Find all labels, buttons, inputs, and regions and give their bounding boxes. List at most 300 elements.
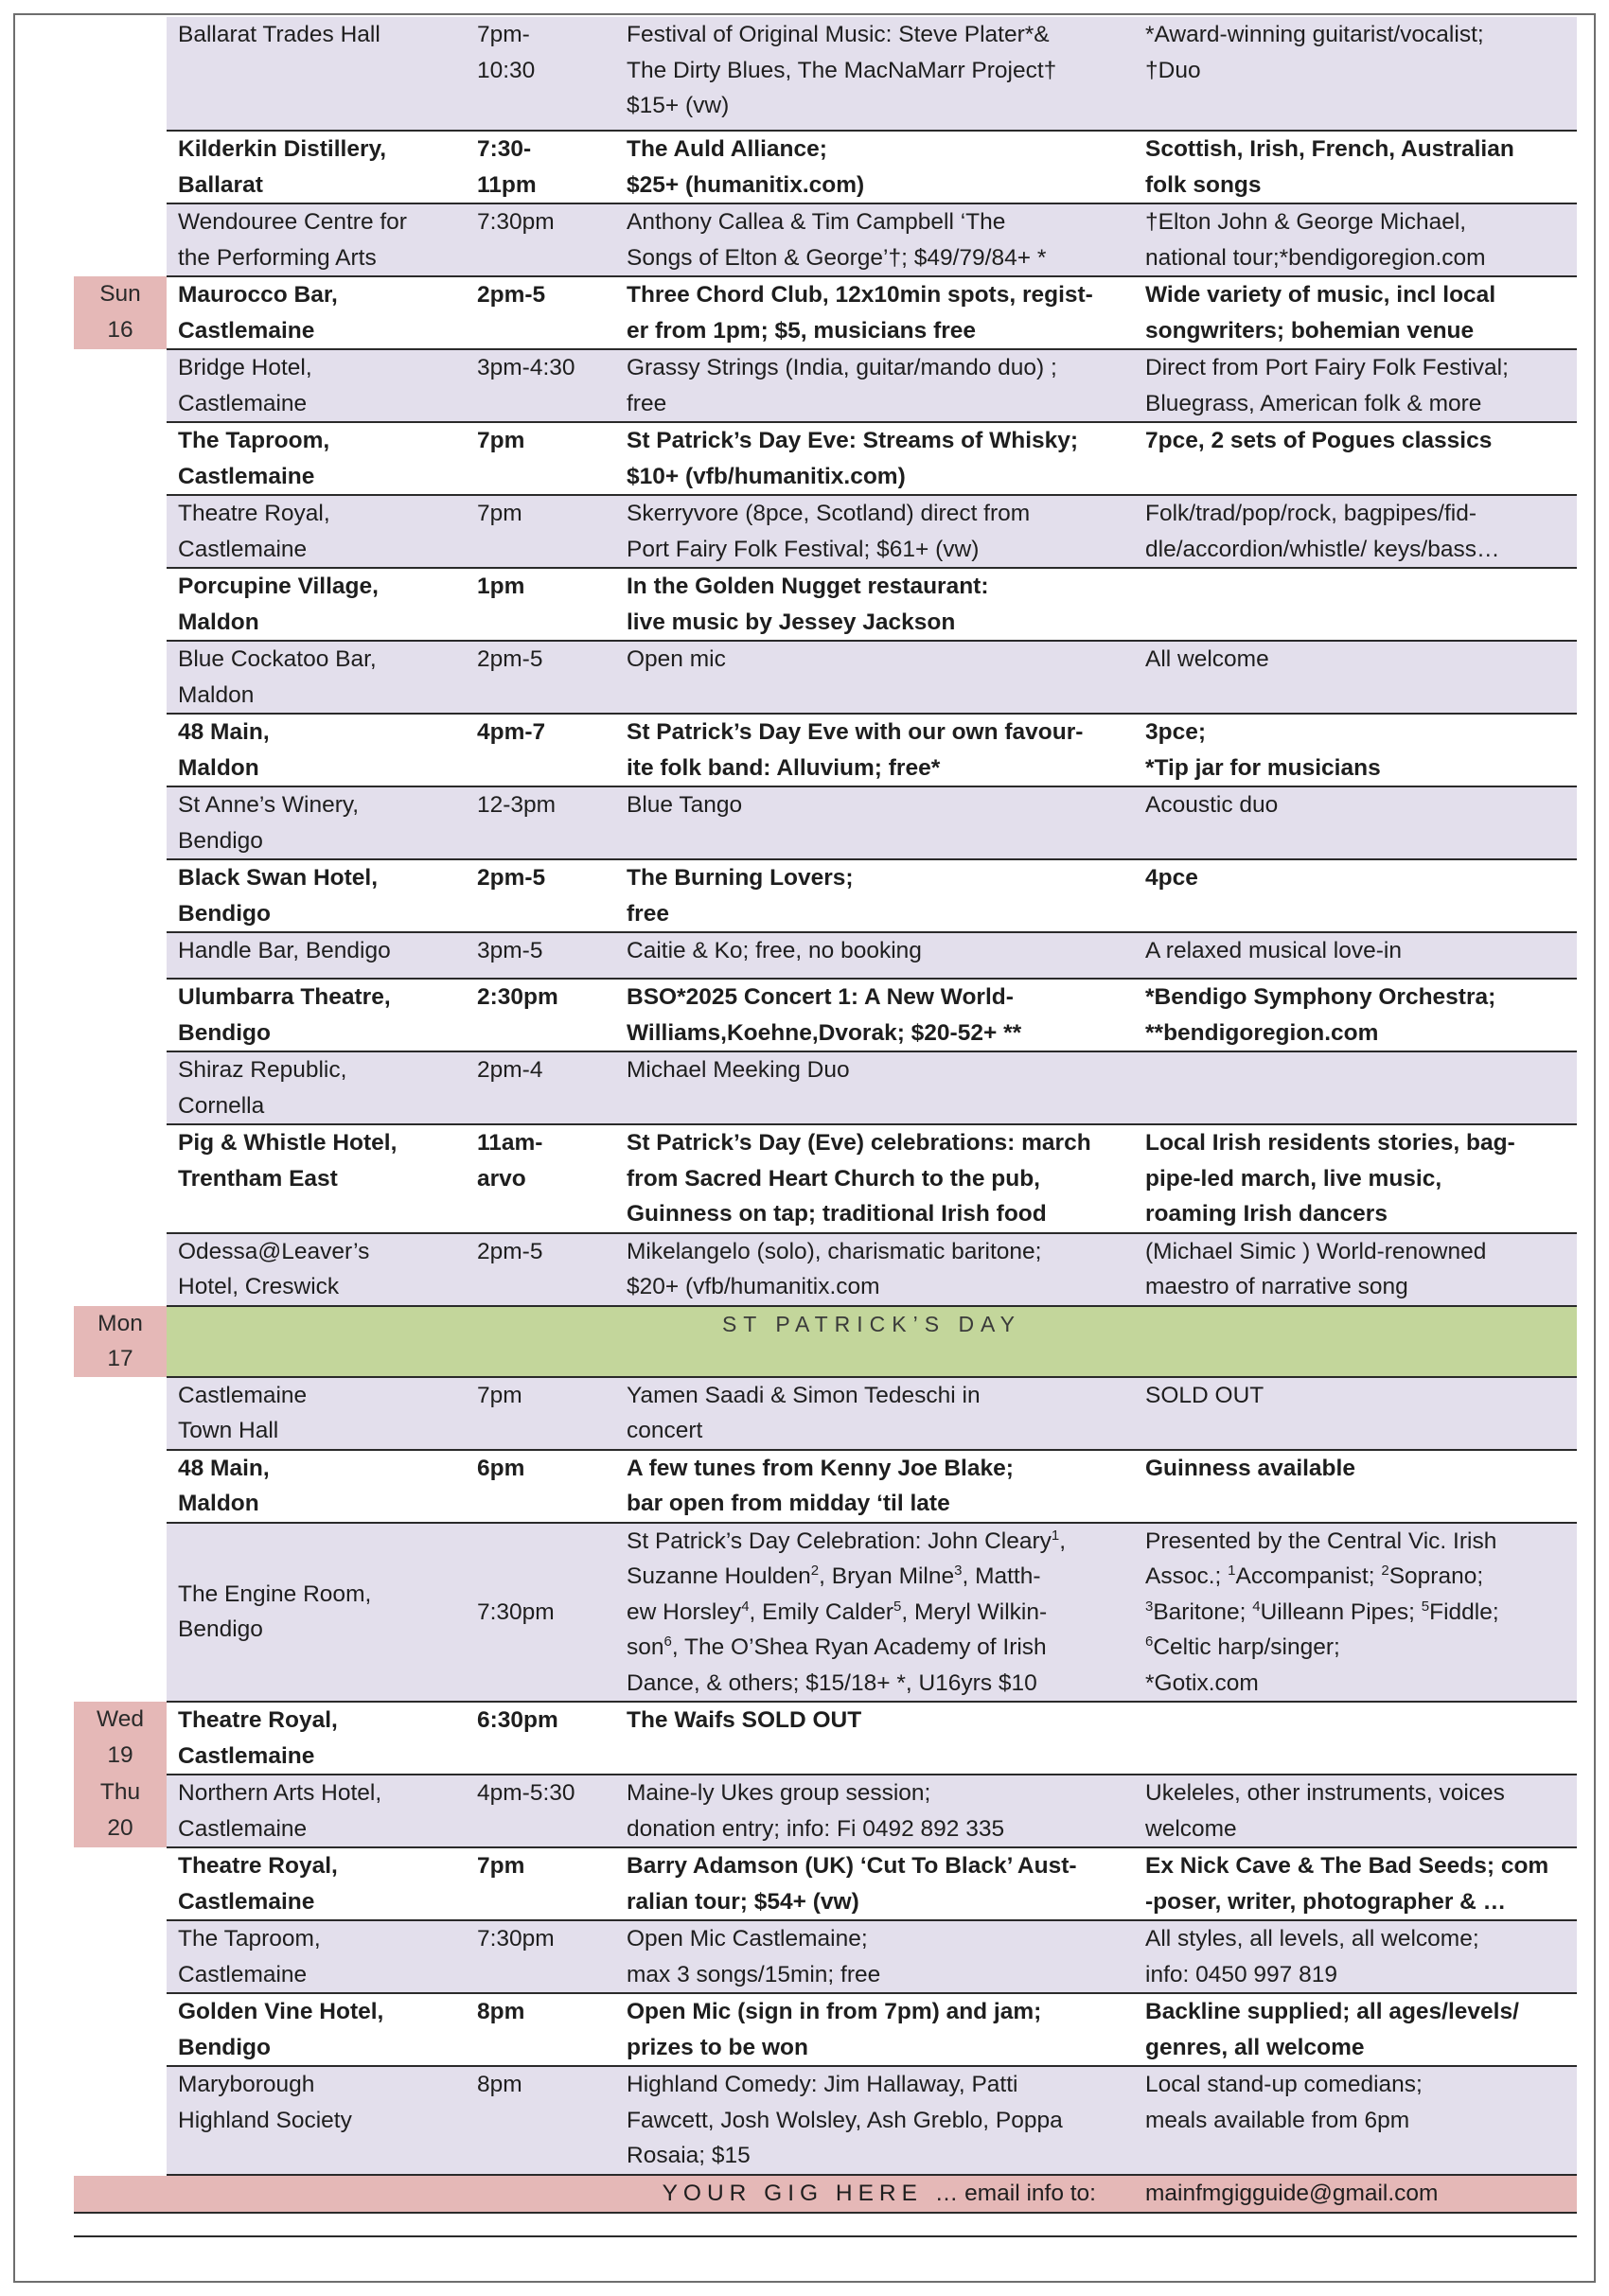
text-line: Maldon	[178, 609, 259, 635]
text-line: Suzanne Houlden$^2$, Bryan Milne$^3$, Matth-	[627, 1562, 1041, 1589]
text-line: St Patrick’s Day Eve: Streams of Whisky;	[627, 428, 1079, 453]
text-line: son$^6$, The O’Shea Ryan Academy of Irish	[627, 1633, 1047, 1660]
event-cell	[615, 1523, 1134, 1703]
notes-cell	[1134, 1450, 1577, 1523]
text-line: Cornella	[178, 1092, 265, 1119]
text-line: maestro of narrative song	[1145, 1274, 1408, 1299]
text-line: Backline supplied; all ages/levels/	[1145, 1999, 1519, 2024]
text-line: Williams,Koehne,Dvorak; $20-52+ **	[627, 1019, 1022, 1046]
text-line: Ulumbarra Theatre,	[178, 984, 391, 1010]
text-line: Guinness on tap; traditional Irish food	[627, 1201, 1047, 1227]
venue-cell	[167, 1847, 466, 1920]
text-line: Bendigo	[178, 1019, 271, 1046]
text-line: Mikelangelo (solo), charismatic baritone;	[627, 1238, 1042, 1264]
notes-cell	[1134, 859, 1577, 932]
notes-cell	[1134, 641, 1577, 714]
day-cell	[74, 568, 167, 641]
text-line: Hotel, Creswick	[178, 1274, 340, 1299]
day-cell	[74, 203, 167, 276]
notes-cell	[1134, 131, 1577, 203]
notes-cell	[1134, 422, 1577, 495]
text-line: BSO*2025 Concert 1: A New World-	[627, 984, 1014, 1010]
text-line: 16	[107, 316, 133, 343]
text-line: 7:30-	[477, 136, 532, 162]
notes-cell	[1134, 1523, 1577, 1703]
text-line: All welcome	[1145, 646, 1269, 672]
event-cell	[615, 1051, 1134, 1124]
text-line: 2pm-5	[477, 865, 546, 891]
gig-row	[74, 422, 1577, 495]
notes-cell	[1134, 979, 1577, 1051]
day-cell	[74, 932, 167, 979]
text-line: -poser, writer, photographer & …	[1145, 1888, 1507, 1915]
text-line: Bluegrass, American folk & more	[1145, 390, 1482, 416]
text-line: Bendigo	[178, 1616, 263, 1643]
time-cell	[466, 641, 615, 714]
text-line: †Elton John & George Michael,	[1145, 209, 1467, 235]
text-line: 7pm	[477, 1382, 522, 1408]
text-line: The Auld Alliance;	[627, 136, 827, 162]
gig-row	[74, 2066, 1577, 2175]
time-cell	[466, 422, 615, 495]
text-line: The Waifs SOLD OUT	[627, 1707, 862, 1733]
text-line: Ballarat	[178, 171, 263, 198]
notes-cell	[1134, 1702, 1577, 1775]
text-line: Skerryvore (8pce, Scotland) direct from	[627, 501, 1031, 526]
text-line: 7pm	[477, 1853, 525, 1879]
text-line: Highland Society	[178, 2107, 352, 2133]
text-line: 7pce, 2 sets of Pogues classics	[1145, 428, 1493, 453]
text-line: 2:30pm	[477, 984, 558, 1010]
notes-cell	[1134, 203, 1577, 276]
day-cell	[74, 1847, 167, 1920]
text-line: $25+ (humanitix.com)	[627, 171, 865, 198]
event-cell	[615, 17, 1134, 131]
contact-email[interactable]: mainfmgigguide@gmail.com	[1134, 2175, 1577, 2213]
time-cell	[466, 932, 615, 979]
text-line: Shiraz Republic,	[178, 1057, 347, 1083]
text-line: 7:30pm	[477, 1926, 555, 1952]
text-line: *Award-winning guitarist/vocalist;	[1145, 22, 1484, 47]
notes-cell	[1134, 1051, 1577, 1124]
time-cell	[466, 1847, 615, 1920]
notes-cell	[1134, 714, 1577, 786]
event-cell	[615, 1993, 1134, 2066]
text-line: Maryborough	[178, 2072, 315, 2097]
text-line: roaming Irish dancers	[1145, 1201, 1388, 1227]
text-line: free	[627, 900, 669, 927]
text-line: $^6$Celtic harp/singer;	[1145, 1633, 1340, 1660]
text-line: Bridge Hotel,	[178, 355, 312, 380]
day-cell	[74, 349, 167, 422]
text-line: Castlemaine	[178, 1961, 308, 1987]
text-line: 48 Main,	[178, 719, 270, 745]
time-cell	[466, 1993, 615, 2066]
text-line: Thu	[99, 1779, 141, 1805]
time-cell	[466, 859, 615, 932]
gig-row	[74, 714, 1577, 786]
gig-row	[74, 1847, 1577, 1920]
time-cell	[466, 495, 615, 568]
venue-cell	[167, 131, 466, 203]
event-cell	[615, 979, 1134, 1051]
text-line: Theatre Royal,	[178, 1707, 338, 1733]
text-line: Guinness available	[1145, 1455, 1355, 1481]
gig-row	[74, 276, 1577, 349]
notes-cell	[1134, 495, 1577, 568]
text-line: 2pm-4	[477, 1057, 543, 1083]
venue-cell	[167, 1702, 466, 1775]
text-line: Open Mic (sign in from 7pm) and jam;	[627, 1999, 1042, 2024]
text-line: 2pm-5	[477, 282, 546, 308]
text-line: Maine-ly Ukes group session;	[627, 1780, 931, 1806]
text-line: ew Horsley$^4$, Emily Calder$^5$, Meryl Wilkin-	[627, 1598, 1048, 1625]
day-cell	[74, 2066, 167, 2175]
gig-row	[74, 1124, 1577, 1233]
text-line: Ex Nick Cave & The Bad Seeds; com	[1145, 1853, 1549, 1879]
time-cell	[466, 1920, 615, 1993]
text-line: Michael Meeking Duo	[627, 1057, 850, 1083]
day-cell	[74, 276, 167, 349]
event-cell	[615, 349, 1134, 422]
notes-cell	[1134, 2066, 1577, 2175]
text-line: from Sacred Heart Church to the pub,	[627, 1165, 1040, 1192]
day-cell	[74, 1306, 167, 1377]
day-cell	[74, 1233, 167, 1306]
text-line: Yamen Saadi & Simon Tedeschi in	[627, 1382, 981, 1408]
gig-row	[74, 203, 1577, 276]
text-line: songwriters; bohemian venue	[1145, 317, 1475, 344]
text-line: 6:30pm	[477, 1707, 558, 1733]
text-line: 7pm	[477, 501, 522, 526]
event-cell	[615, 1377, 1134, 1450]
venue-cell	[167, 932, 466, 979]
text-line: Blue Cockatoo Bar,	[178, 646, 377, 672]
text-line: 11am-	[477, 1130, 543, 1156]
venue-cell	[167, 349, 466, 422]
text-line: Theatre Royal,	[178, 1853, 338, 1879]
gig-row	[74, 786, 1577, 859]
text-line: Local Irish residents stories, bag-	[1145, 1130, 1515, 1156]
time-cell	[466, 17, 615, 131]
time-cell	[466, 1450, 615, 1523]
gig-guide-table	[74, 17, 1577, 2214]
venue-cell	[167, 2066, 466, 2175]
time-cell	[466, 714, 615, 786]
text-line: Blue Tango	[627, 792, 743, 818]
time-cell	[466, 979, 615, 1051]
day-cell	[74, 1702, 167, 1775]
text-line: (Michael Simic ) World-renowned	[1145, 1238, 1487, 1264]
text-line: 2pm-5	[477, 1238, 543, 1264]
text-line: Wide variety of music, incl local	[1145, 282, 1496, 308]
text-line: Ukeleles, other instruments, voices	[1145, 1780, 1505, 1806]
text-line: pipe-led march, live music,	[1145, 1165, 1442, 1192]
footer-cta	[74, 2175, 1134, 2213]
text-line: Bendigo	[178, 827, 263, 854]
venue-cell	[167, 1450, 466, 1523]
day-cell	[74, 1920, 167, 1993]
text-line: Barry Adamson (UK) ‘Cut To Black’ Aust-	[627, 1853, 1077, 1879]
event-cell	[615, 1233, 1134, 1306]
gig-row	[74, 1523, 1577, 1703]
text-line: Porcupine Village,	[178, 574, 379, 599]
text-line: Town Hall	[178, 1418, 279, 1443]
gig-row	[74, 17, 1577, 131]
text-line: 6pm	[477, 1455, 525, 1481]
venue-cell	[167, 641, 466, 714]
text-line: Castlemaine	[178, 1382, 308, 1408]
text-line: Port Fairy Folk Festival; $61+ (vw)	[627, 536, 980, 562]
text-line: *Bendigo Symphony Orchestra;	[1145, 984, 1496, 1010]
text-line: $10+ (vfb/humanitix.com)	[627, 463, 906, 489]
gig-row	[74, 932, 1577, 979]
event-cell	[615, 2066, 1134, 2175]
venue-cell	[167, 1920, 466, 1993]
text-line: arvo	[477, 1165, 526, 1192]
text-line: 7pm	[477, 428, 525, 453]
text-line: Wendouree Centre for	[178, 209, 407, 235]
text-line: *Gotix.com	[1145, 1669, 1259, 1696]
notes-cell	[1134, 349, 1577, 422]
venue-cell	[167, 714, 466, 786]
text-line: Northern Arts Hotel,	[178, 1780, 382, 1806]
gig-row	[74, 1450, 1577, 1523]
text-line: A few tunes from Kenny Joe Blake;	[627, 1455, 1014, 1481]
text-line: 7:30pm	[477, 1598, 555, 1625]
text-line: Mon	[97, 1310, 143, 1336]
text-line: donation entry; info: Fi 0492 892 335	[627, 1815, 1005, 1842]
text-line: Highland Comedy: Jim Hallaway, Patti	[627, 2072, 1018, 2097]
text-line: Open Mic Castlemaine;	[627, 1926, 868, 1952]
event-cell	[615, 1775, 1134, 1847]
text-line: live music by Jessey Jackson	[627, 609, 956, 635]
venue-cell	[167, 1775, 466, 1847]
text-line: *Tip jar for musicians	[1145, 754, 1381, 781]
text-line: dle/accordion/whistle/ keys/bass…	[1145, 536, 1500, 562]
text-line: The Taproom,	[178, 428, 330, 453]
text-line: info: 0450 997 819	[1145, 1961, 1337, 1987]
text-line: national tour;*bendigoregion.com	[1145, 244, 1486, 271]
bottom-rule	[74, 2235, 1577, 2237]
text-line: The Engine Room,	[178, 1581, 372, 1607]
day-cell	[74, 1450, 167, 1523]
event-cell	[615, 568, 1134, 641]
text-line: Trentham East	[178, 1165, 338, 1192]
gig-row	[74, 1233, 1577, 1306]
text-line: 19	[107, 1741, 133, 1768]
gig-row	[74, 131, 1577, 203]
text-line: Black Swan Hotel,	[178, 865, 379, 891]
notes-cell	[1134, 276, 1577, 349]
day-cell	[74, 979, 167, 1051]
footer-row	[74, 2175, 1577, 2213]
time-cell	[466, 349, 615, 422]
text-line: Sun	[99, 281, 141, 307]
text-line: **bendigoregion.com	[1145, 1019, 1379, 1046]
venue-cell	[167, 203, 466, 276]
text-line: Songs of Elton & George’†; $49/79/84+ *	[627, 244, 1047, 271]
gig-row	[74, 568, 1577, 641]
venue-cell	[167, 422, 466, 495]
text-line: Odessa@Leaver’s	[178, 1238, 370, 1264]
text-line: Kilderkin Distillery,	[178, 136, 387, 162]
text-line: Grassy Strings (India, guitar/mando duo) ;	[627, 355, 1057, 380]
text-line: 3pce;	[1145, 719, 1207, 745]
venue-cell	[167, 1051, 466, 1124]
text-line: Assoc.; $^1$Accompanist; $^2$Soprano;	[1145, 1562, 1484, 1589]
day-cell	[74, 714, 167, 786]
text-line: Open mic	[627, 646, 726, 672]
text-line: 3pm-4:30	[477, 355, 575, 380]
event-cell	[615, 786, 1134, 859]
text-line: $^3$Baritone; $^4$Uilleann Pipes; $^5$Fiddle;	[1145, 1598, 1499, 1625]
text-line: Castlemaine	[178, 390, 308, 416]
text-line: The Taproom,	[178, 1926, 321, 1952]
venue-cell	[167, 1523, 466, 1703]
venue-cell	[167, 1993, 466, 2066]
text-line: †Duo	[1145, 57, 1201, 83]
text-line: 17	[107, 1346, 133, 1371]
holiday-banner: ST PATRICK’S DAY	[167, 1306, 1577, 1377]
text-line: $15+ (vw)	[627, 93, 730, 118]
day-cell	[74, 495, 167, 568]
venue-cell	[167, 1233, 466, 1306]
time-cell	[466, 1233, 615, 1306]
text-line: 7:30pm	[477, 209, 555, 235]
text-line: 4pm-7	[477, 719, 546, 745]
day-cell	[74, 1993, 167, 2066]
event-cell	[615, 1920, 1134, 1993]
notes-cell	[1134, 1233, 1577, 1306]
text-line: Castlemaine	[178, 1815, 308, 1842]
notes-cell	[1134, 1377, 1577, 1450]
venue-cell	[167, 786, 466, 859]
text-line: ite folk band: Alluvium; free*	[627, 754, 941, 781]
text-line: Castlemaine	[178, 536, 308, 562]
text-line: 20	[107, 1814, 133, 1841]
text-line: All styles, all levels, all welcome;	[1145, 1926, 1479, 1952]
text-line: St Patrick’s Day Eve with our own favour-	[627, 719, 1084, 745]
day-cell	[74, 17, 167, 131]
text-line: free	[627, 390, 667, 416]
notes-cell	[1134, 932, 1577, 979]
text-line: prizes to be won	[627, 2034, 808, 2060]
time-cell	[466, 1775, 615, 1847]
text-line: The Burning Lovers;	[627, 865, 854, 891]
text-line: Handle Bar, Bendigo	[178, 938, 391, 963]
notes-cell	[1134, 786, 1577, 859]
time-cell	[466, 1051, 615, 1124]
day-cell	[74, 786, 167, 859]
gig-row	[74, 1993, 1577, 2066]
text-line: 8pm	[477, 1999, 525, 2024]
text-line: 12-3pm	[477, 792, 557, 818]
text-line: Anthony Callea & Tim Campbell ‘The	[627, 209, 1006, 235]
text-line: Maurocco Bar,	[178, 282, 338, 308]
text-line: Castlemaine	[178, 463, 315, 489]
event-cell	[615, 1702, 1134, 1775]
venue-cell	[167, 1377, 466, 1450]
day-cell	[74, 1124, 167, 1233]
text-line: Maldon	[178, 681, 255, 708]
text-line: Folk/trad/pop/rock, bagpipes/fid-	[1145, 501, 1476, 526]
text-line: er from 1pm; $5, musicians free	[627, 317, 977, 344]
text-line: Castlemaine	[178, 1742, 315, 1769]
text-line: The Dirty Blues, The MacNaMarr Project†	[627, 57, 1057, 83]
text-line: folk songs	[1145, 171, 1262, 198]
text-line: Maldon	[178, 1491, 259, 1516]
text-line: Ballarat Trades Hall	[178, 22, 380, 47]
gig-row	[74, 1306, 1577, 1377]
text-line: 1pm	[477, 574, 525, 599]
gig-row	[74, 641, 1577, 714]
time-cell	[466, 203, 615, 276]
event-cell	[615, 859, 1134, 932]
venue-cell	[167, 979, 466, 1051]
text-line: Direct from Port Fairy Folk Festival;	[1145, 355, 1509, 380]
event-cell	[615, 714, 1134, 786]
day-cell	[74, 1775, 167, 1847]
text-line: meals available from 6pm	[1145, 2107, 1410, 2133]
time-cell	[466, 2066, 615, 2175]
event-cell	[615, 1124, 1134, 1233]
day-cell	[74, 1523, 167, 1703]
event-cell	[615, 1450, 1134, 1523]
text-line: Rosaia; $15	[627, 2143, 751, 2168]
cta-suffix: … email info to:	[934, 2180, 1096, 2206]
notes-cell	[1134, 568, 1577, 641]
text-line: Fawcett, Josh Wolsley, Ash Greblo, Poppa	[627, 2107, 1063, 2133]
day-cell	[74, 422, 167, 495]
text-line: Festival of Original Music: Steve Plater*&	[627, 22, 1050, 47]
text-line: 7pm-	[477, 22, 530, 47]
day-cell	[74, 641, 167, 714]
text-line: Presented by the Central Vic. Irish	[1145, 1528, 1497, 1554]
gig-row	[74, 349, 1577, 422]
event-cell	[615, 932, 1134, 979]
event-cell	[615, 495, 1134, 568]
time-cell	[466, 786, 615, 859]
gig-row	[74, 1051, 1577, 1124]
time-cell	[466, 568, 615, 641]
text-line: concert	[627, 1418, 703, 1443]
day-cell	[74, 1051, 167, 1124]
text-line: 4pm-5:30	[477, 1780, 575, 1806]
notes-cell	[1134, 1847, 1577, 1920]
text-line: 2pm-5	[477, 646, 543, 672]
gig-row	[74, 1702, 1577, 1775]
text-line: 3pm-5	[477, 938, 543, 963]
venue-cell	[167, 495, 466, 568]
text-line: Castlemaine	[178, 317, 315, 344]
text-line: St Patrick’s Day (Eve) celebrations: march	[627, 1130, 1091, 1156]
text-line: Dance, & others; $15/18+ *, U16yrs $10	[627, 1669, 1037, 1696]
text-line: Theatre Royal,	[178, 501, 330, 526]
text-line: Castlemaine	[178, 1888, 315, 1915]
text-line: Three Chord Club, 12x10min spots, regist-	[627, 282, 1093, 308]
text-line: Scottish, Irish, French, Australian	[1145, 136, 1514, 162]
notes-cell	[1134, 1993, 1577, 2066]
event-cell	[615, 422, 1134, 495]
event-cell	[615, 276, 1134, 349]
text-line: Wed	[97, 1706, 144, 1732]
event-cell	[615, 203, 1134, 276]
text-line: St Patrick’s Day Celebration: John Cleary$^1$,	[627, 1527, 1067, 1554]
gig-row	[74, 495, 1577, 568]
text-line: In the Golden Nugget restaurant:	[627, 574, 989, 599]
text-line: 8pm	[477, 2072, 522, 2097]
